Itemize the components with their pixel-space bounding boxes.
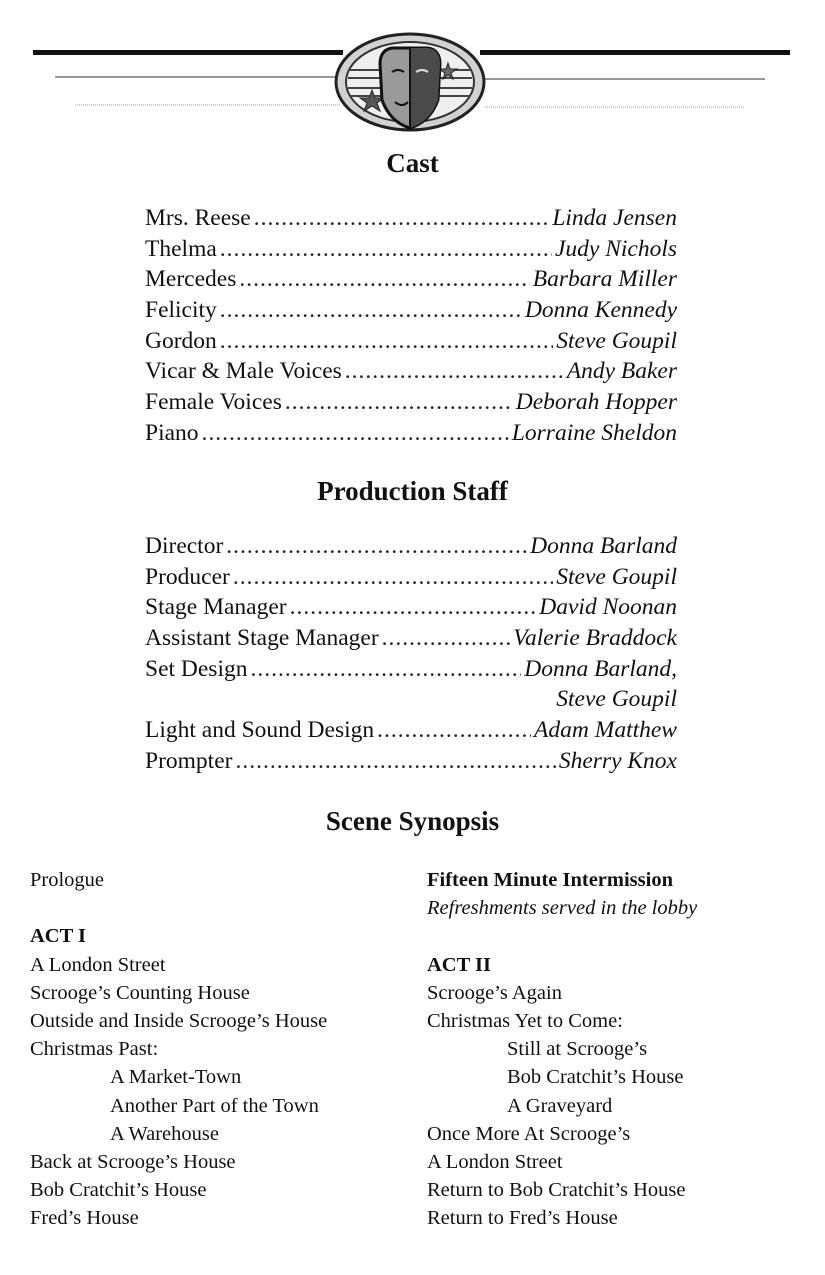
production-staff-list xyxy=(145,531,677,777)
dot-leader xyxy=(250,654,521,685)
credit-row xyxy=(145,326,677,357)
act-one-heading: ACT I xyxy=(30,925,87,948)
prologue-label: Prologue xyxy=(30,869,105,891)
scene-item: Fred’s House xyxy=(30,1207,139,1230)
credit-role: Piano xyxy=(145,419,199,446)
scene-item: A Market-Town xyxy=(110,1066,242,1089)
act-two-closing-scene-list xyxy=(427,1120,807,1233)
dot-leader xyxy=(345,356,564,387)
credit-row xyxy=(145,356,677,387)
synopsis-left-column xyxy=(30,866,410,1232)
dot-leader xyxy=(233,562,553,593)
dot-leader xyxy=(202,418,509,449)
scene-item: Another Part of the Town xyxy=(110,1094,319,1117)
credit-role: Assistant Stage Manager xyxy=(145,625,379,652)
credit-row xyxy=(145,715,677,746)
scene-item: A London Street xyxy=(30,953,166,976)
cast-list xyxy=(145,203,677,449)
act-two-heading: ACT II xyxy=(427,953,491,976)
credit-role: Female Voices xyxy=(145,389,282,416)
dot-leader xyxy=(220,234,552,265)
credit-name: Deborah Hopper xyxy=(515,389,677,416)
scene-item: Return to Bob Cratchit’s House xyxy=(427,1179,686,1202)
scene-item: A Graveyard xyxy=(507,1094,613,1117)
credit-name: Barbara Miller xyxy=(532,266,677,293)
scene-item: A London Street xyxy=(427,1150,563,1173)
refreshments-note: Refreshments served in the lobby xyxy=(427,897,698,920)
credit-row xyxy=(145,418,677,449)
credit-role: Stage Manager xyxy=(145,594,287,621)
cast-heading: Cast xyxy=(386,148,439,178)
credit-row xyxy=(145,654,677,685)
credit-role: Vicar & Male Voices xyxy=(145,358,342,385)
credit-name: Steve Goupil xyxy=(556,563,677,590)
theatre-mask-star-emblem-icon xyxy=(0,30,825,140)
scene-item: Scrooge’s Again xyxy=(427,981,562,1004)
dot-leader xyxy=(220,326,553,357)
credit-row xyxy=(145,531,677,562)
dot-leader xyxy=(226,531,527,562)
credit-row xyxy=(145,203,677,234)
dot-leader xyxy=(377,715,531,746)
scene-synopsis-heading: Scene Synopsis xyxy=(325,806,500,836)
credit-name: Donna Barland, xyxy=(524,655,677,682)
credit-row xyxy=(145,264,677,295)
act-one-closing-scene-list xyxy=(30,1148,410,1233)
credit-name: Andy Baker xyxy=(566,358,677,385)
scene-item: Still at Scrooge’s xyxy=(507,1038,648,1061)
credit-name: Steve Goupil xyxy=(556,327,677,354)
credit-name: Adam Matthew xyxy=(534,717,677,744)
credit-role: Felicity xyxy=(145,297,217,324)
scene-item: Return to Fred’s House xyxy=(427,1207,618,1230)
credit-role: Prompter xyxy=(145,747,233,774)
credit-role: Mercedes xyxy=(145,266,237,293)
dot-leader xyxy=(382,623,511,654)
credit-name: Lorraine Sheldon xyxy=(511,419,677,446)
credit-role: Set Design xyxy=(145,655,248,682)
credit-name: David Noonan xyxy=(539,594,677,621)
dot-leader xyxy=(290,592,537,623)
credit-role: Mrs. Reese xyxy=(145,205,251,231)
scene-item: Bob Cratchit’s House xyxy=(507,1066,684,1089)
credit-name: Donna Barland xyxy=(530,533,677,559)
credit-role: Director xyxy=(145,533,224,559)
dot-leader xyxy=(220,295,522,326)
dot-leader xyxy=(235,746,555,777)
credit-role: Gordon xyxy=(145,327,217,354)
dot-leader xyxy=(285,387,513,418)
credit-row xyxy=(145,234,677,265)
scene-item: Christmas Past: xyxy=(30,1038,159,1061)
scene-item: Once More At Scrooge’s xyxy=(427,1122,631,1145)
credit-row xyxy=(145,592,677,623)
christmas-past-scene-list xyxy=(30,1063,410,1148)
christmas-yet-to-come-scene-list xyxy=(427,1035,807,1120)
scene-item: A Warehouse xyxy=(110,1122,219,1145)
act-two-scene-list xyxy=(427,979,807,1035)
credit-role: Light and Sound Design xyxy=(145,717,375,744)
synopsis-right-column xyxy=(427,866,807,1232)
credit-name: Sherry Knox xyxy=(558,747,677,774)
credit-role: Thelma xyxy=(145,235,217,262)
credit-row xyxy=(145,623,677,654)
credit-row xyxy=(145,562,677,593)
scene-item: Christmas Yet to Come: xyxy=(427,1009,623,1032)
credit-name: Donna Kennedy xyxy=(524,297,677,324)
production-staff-heading: Production Staff xyxy=(317,476,508,506)
credit-row xyxy=(145,746,677,777)
dot-leader xyxy=(254,203,550,234)
header-ornament xyxy=(0,30,825,140)
dot-leader xyxy=(239,264,529,295)
credit-row xyxy=(145,387,677,418)
credit-name: Linda Jensen xyxy=(552,205,677,231)
scene-item: Scrooge’s Counting House xyxy=(30,981,250,1004)
scene-item: Bob Cratchit’s House xyxy=(30,1179,207,1202)
act-one-scene-list xyxy=(30,951,410,1064)
credit-name: Valerie Braddock xyxy=(513,625,677,652)
credit-name: Judy Nichols xyxy=(554,235,677,262)
credit-name-continuation: Steve Goupil xyxy=(556,686,677,713)
scene-item: Outside and Inside Scrooge’s House xyxy=(30,1009,328,1032)
credit-role: Producer xyxy=(145,563,230,590)
intermission-label: Fifteen Minute Intermission xyxy=(427,869,673,891)
credit-row xyxy=(145,295,677,326)
scene-item: Back at Scrooge’s House xyxy=(30,1150,236,1173)
